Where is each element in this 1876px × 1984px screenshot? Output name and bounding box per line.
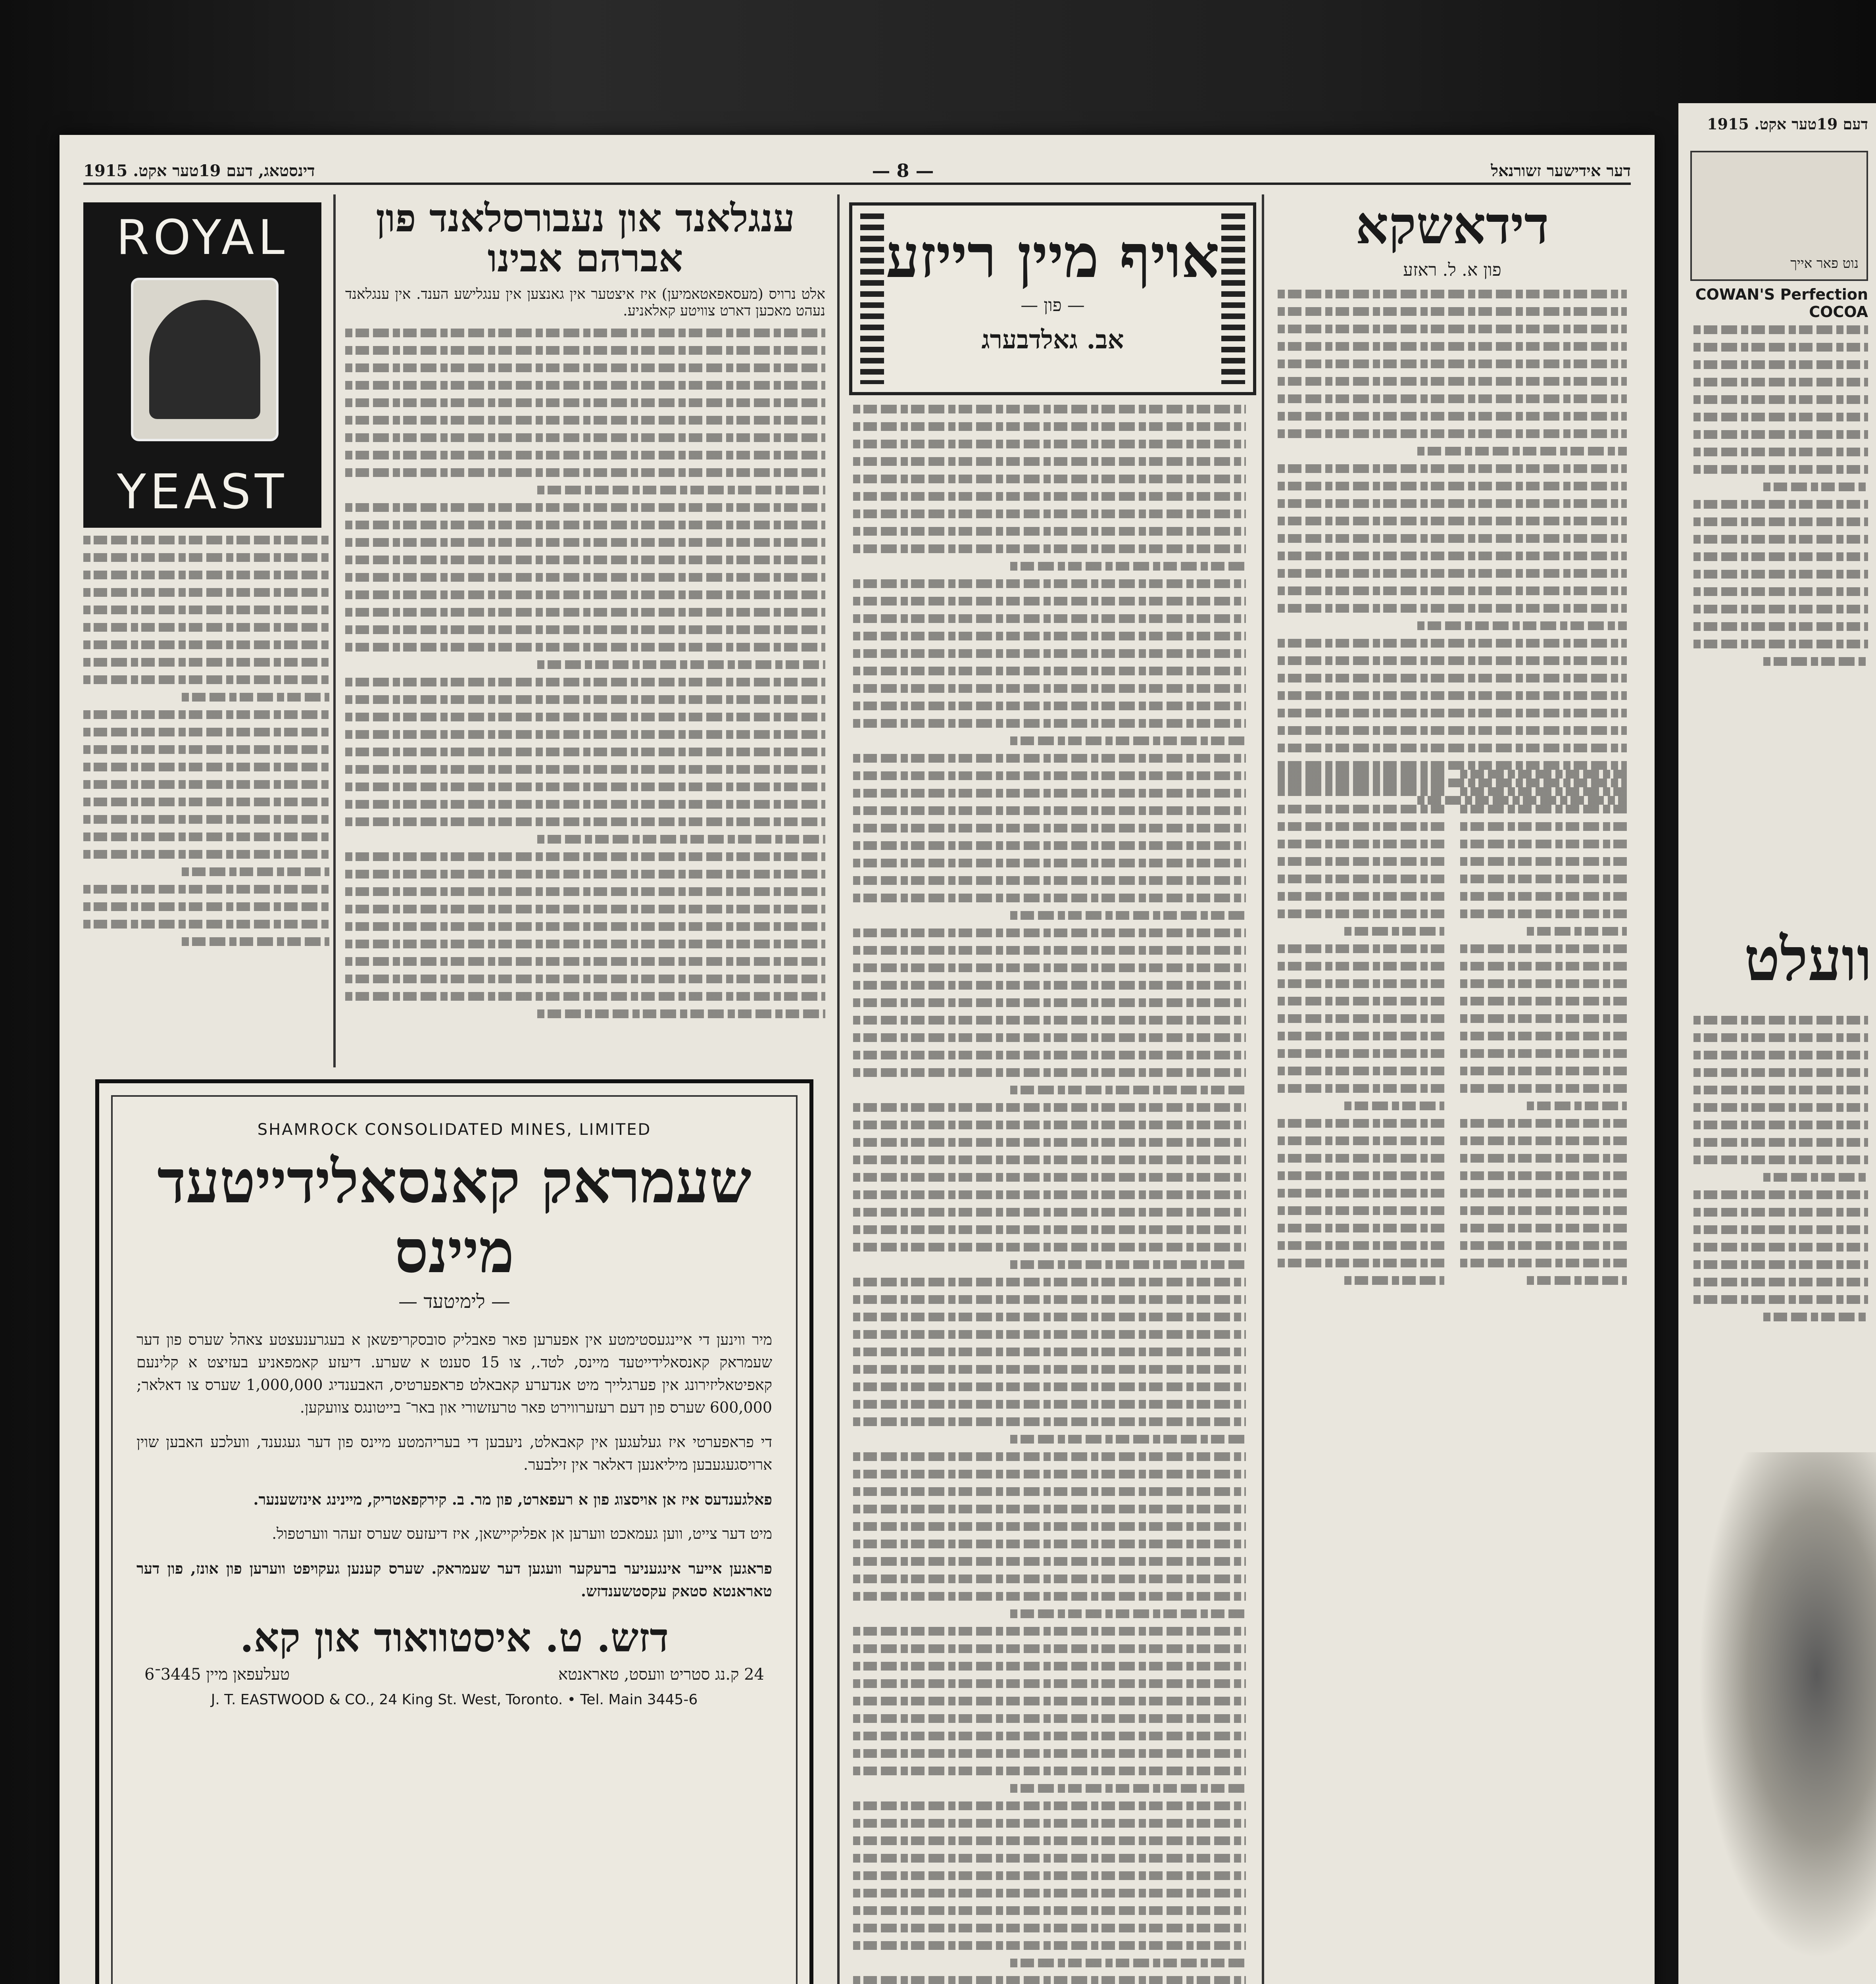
shamrock-subtitle: — לימיטעד — [398, 1290, 510, 1313]
adjacent-heading: וועלט [1744, 925, 1872, 994]
phone: טעלעפאן מיין 3445־6 [144, 1665, 290, 1684]
newspaper-page [60, 135, 1655, 1984]
cocoa-brand: COWAN'S Perfection COCOA [1695, 286, 1868, 321]
adjacent-page-date: דעם 19טער אקט. 1915 [1707, 115, 1868, 133]
illustration-image [1678, 1452, 1876, 1984]
didashka-body [1278, 290, 1627, 805]
issue-date: דינסטאג, דעם 19טער אקט. 1915 [83, 161, 315, 180]
cocoa-ad [1690, 151, 1868, 281]
england-subhead: אלט נרויס (מעסאפאטאמיען) איז איצטער אין גאנצען אין ענגלישע הענד. אין ענגלאנד נעהט מאכען דארט צוויטע קאלאניע. [345, 286, 825, 319]
page-number: — 8 — [872, 160, 934, 181]
column-rule [1262, 194, 1264, 1984]
ornament-border [1221, 213, 1245, 384]
england-body-lower [83, 536, 329, 955]
didashka-body-lower [1278, 770, 1444, 1294]
royal-yeast-ad [83, 202, 321, 528]
shamrock-paragraph: פאלגענדעס איז אן אויסצוג פון א רעפארט, פון מר. ב. קירקפאטריק, מיינינג אינזשענער. [253, 1490, 772, 1508]
shamrock-address-yiddish [113, 1665, 796, 1684]
page-header [83, 159, 1631, 185]
shamrock-yiddish-name: שעמראק קאנסאלידייטעד מיינס [157, 1147, 752, 1286]
trip-author: אב. גאלדבערג [981, 325, 1124, 355]
england-title: ענגלאנד און נעבורסלאנד פון אברהם אבינו [376, 196, 795, 281]
adjacent-page [1678, 103, 1876, 1984]
shamrock-cta: פראגען אייער אינגעניער ברעקער וועגען דער שעמראק. שערס קענען געקויפט ווערען פון אונז, פון דער טאראנטא סטאק עקסטשענדזש. [136, 1559, 772, 1600]
trip-title: אויף מיין רייזע [886, 221, 1220, 291]
didashka-article [1278, 195, 1627, 813]
england-article [345, 198, 825, 1027]
shamrock-body [113, 1328, 796, 1602]
adjacent-text-lower [1693, 1016, 1868, 1330]
address: 24 ק.נג סטריט וועסט, טאראנטא [558, 1665, 764, 1684]
shamrock-paragraph: מיט דער צייט, ווען געמאכט ווערען אן אפליקיישאן, איז דיעזעס שערס זעהר ווערטפול. [272, 1525, 772, 1542]
paper-name: דער אידישער זשורנאל [1491, 161, 1631, 180]
england-body [345, 329, 825, 1018]
column-rule [837, 194, 840, 1984]
adjacent-text [1693, 325, 1868, 675]
cocoa-ad-text: נוט פאר אייך [1790, 256, 1859, 271]
ornament-border [860, 213, 884, 384]
didashka-body-lower-2 [1460, 770, 1627, 1294]
shamrock-firm-name: דזש. ט. איסטוואוד און קא. [240, 1614, 669, 1661]
shamrock-address-english: J. T. EASTWOOD & CO., 24 King St. West, Toronto. • Tel. Main 3445-6 [211, 1692, 698, 1708]
royal-yeast-top-text: ROYAL [116, 210, 289, 265]
trip-article-header [849, 202, 1256, 395]
column-rule [333, 194, 336, 1067]
ad-inner-frame [111, 1095, 798, 1984]
shamrock-paragraph: מיר ווינען די איינגעסטימטע אין אפערען פאר פאבליק סובסקריפשאן א בעגרענעצטע צאהל שערס פון דער שעמראק קאנסאלידייטעד מיינס, לטד., צו 15 סענט א שערע. דיעזע קאמפאניע בעזיצט א קלינעם קאפיטאליזירונג אין פערגלייך מיט אנדערע קאבאלט פראפערטיס, האבענדיג 1,000,000 שערס צו דאלאר; 600,000 שערס פון דעם רעזערווירט פאר טרעזשורי און באר־ בייטונגס צוועקען. [136, 1331, 772, 1416]
shamrock-paragraph: די פראפערטי איז געלעגען אין קאבאלט, ניעבען די בעריהמטע מיינס פון דער געגענד, וועלכע האבען שוין ארויסגעגעבען מיליאנען דאלאר אין זילבער. [136, 1433, 772, 1473]
royal-yeast-bottom-text: YEAST [117, 465, 288, 520]
didashka-title: דידאשקא [1355, 195, 1549, 256]
didashka-author: פון א. ל. ראזע [1403, 260, 1501, 280]
shamrock-english-name: SHAMROCK CONSOLIDATED MINES, LIMITED [257, 1121, 652, 1139]
yeast-cake-box-icon [131, 278, 279, 441]
trip-from: — פון — [1021, 295, 1085, 315]
shamrock-mines-ad [95, 1079, 813, 1984]
trip-body [853, 405, 1246, 1984]
